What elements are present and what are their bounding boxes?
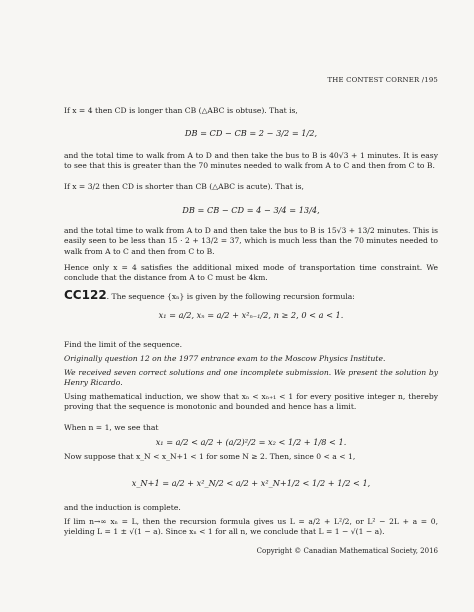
problem-statement [64, 290, 438, 302]
paragraph-time-1: and the total time to walk from A to D and then take the bus to B is 40√3 + 1 minutes. It is easy to see that this is greater than the 70 minutes needed to walk from A to C and then from C to B. [64, 151, 438, 171]
paragraph-induction-step: Now suppose that x_N < x_N+1 < 1 for some N ≥ 2. Then, since 0 < a < 1, [64, 452, 356, 461]
paragraph-solvers: We received seven correct solutions and one incomplete submission. We present the solution by Henry Ricardo. [64, 368, 438, 388]
problem-label: CC122 [64, 288, 107, 302]
running-header: THE CONTEST CORNER /195 [327, 76, 438, 84]
paragraph-case-x32: If x = 3/2 then CD is shorter than CB (△ABC is acute). That is, [64, 182, 304, 191]
paragraph-find-limit: Find the limit of the sequence. [64, 340, 182, 349]
paragraph-origin: Originally question 12 on the 1977 entrance exam to the Moscow Physics Institute. [64, 354, 386, 363]
paragraph-induction-complete: and the induction is complete. [64, 503, 181, 512]
equation-step: x_N+1 = a/2 + x²_N/2 < a/2 + x²_N+1/2 < 1/2 + 1/2 < 1, [131, 478, 371, 488]
paragraph-limit: If lim n→∞ xₙ = L, then the recursion formula gives us L = a/2 + L²/2, or L² − 2L + a = 0, yielding L = 1 ± √(1 − a). Since xₙ < 1 for all n, we conclude that L = 1 − √(1 − a). [64, 517, 438, 537]
journal-page [64, 0, 438, 612]
paragraph-induction: Using mathematical induction, we show that xₙ < xₙ₊₁ < 1 for every positive integer n, thereby proving that the sequence is monotonic and bounded and hence has a limit. [64, 392, 438, 412]
paragraph-case-x4: If x = 4 then CD is longer than CB (△ABC is obtuse). That is, [64, 106, 298, 115]
equation-base: x₁ = a/2 < a/2 + (a/2)²/2 = x₂ < 1/2 + 1/8 < 1. [155, 437, 347, 447]
copyright-footer: Copyright © Canadian Mathematical Society, 2016 [256, 547, 438, 555]
paragraph-time-2: and the total time to walk from A to D and then take the bus to B is 15√3 + 13/2 minutes. This is easily seen to be less than 15 · 2 + 13/2 = 37, which is much less than the 70 minutes needed to walk from A to C and then from C to B. [64, 226, 438, 256]
equation-db-2: DB = CB − CD = 4 − 3/4 = 13/4, [182, 205, 320, 215]
paragraph-base-case: When n = 1, we see that [64, 423, 159, 432]
equation-recursion: x₁ = a/2, xₙ = a/2 + x²ₙ₋₁/2, n ≥ 2, 0 < a < 1. [158, 310, 344, 320]
equation-db-1: DB = CD − CB = 2 − 3/2 = 1/2, [184, 128, 318, 138]
problem-text: . The sequence {xₙ} is given by the following recursion formula: [106, 292, 355, 301]
paragraph-conclusion: Hence only x = 4 satisfies the additional mixed mode of transportation time constraint. We conclude that the distance from A to C must be 4km. [64, 263, 438, 283]
